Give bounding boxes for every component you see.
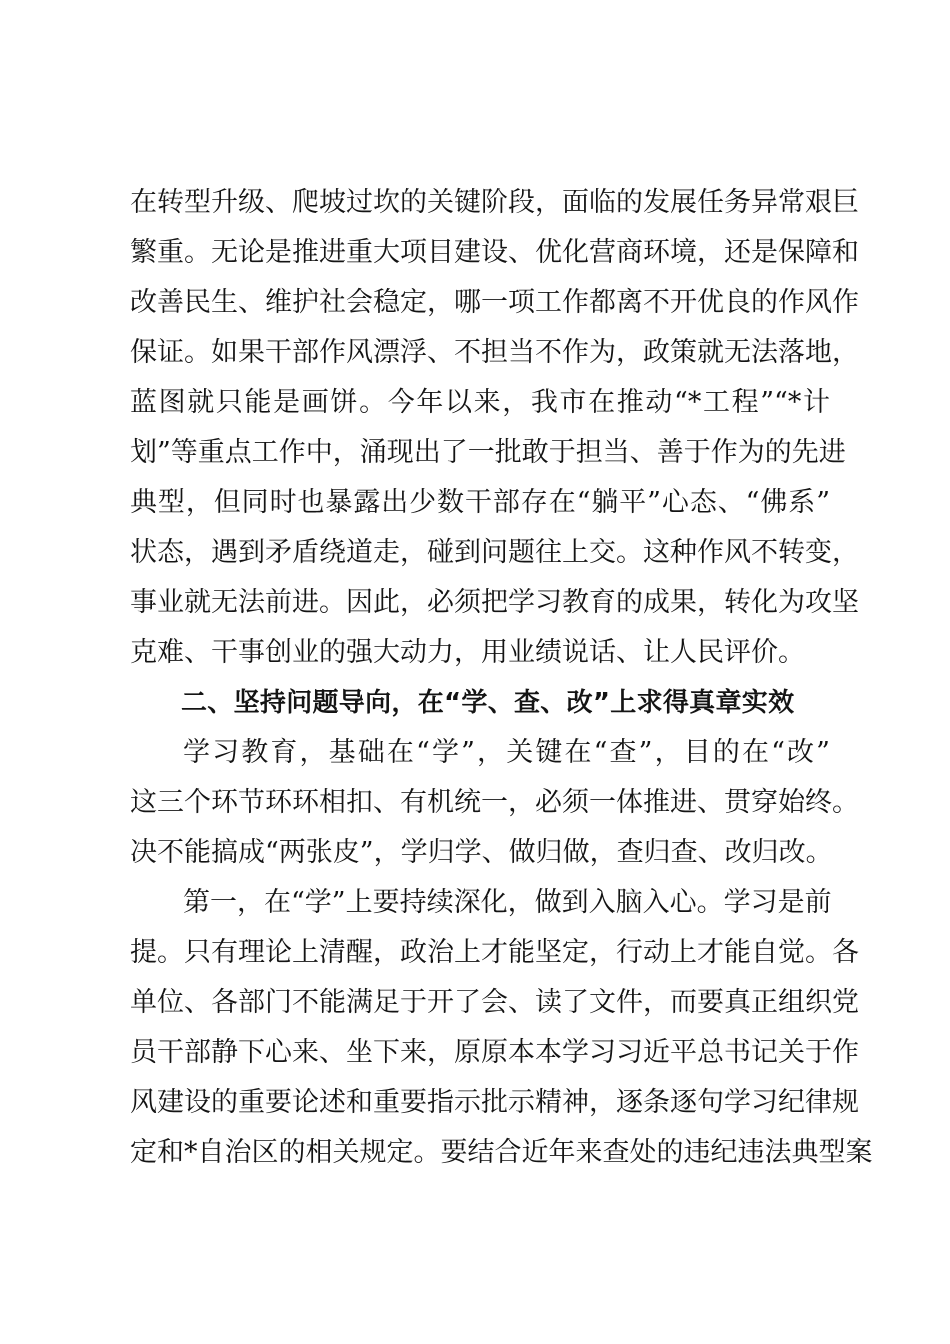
paragraph-line: 决不能搞成“两张皮”，学归学、做归做，查归查、改归改。	[130, 837, 833, 868]
paragraph-line: 改善民生、维护社会稳定，哪一项工作都离不开优良的作风作	[130, 287, 859, 318]
paragraph-line: 提。只有理论上清醒，政治上才能坚定，行动上才能自觉。各	[130, 937, 859, 968]
paragraph-line: 第一，在“学”上要持续深化，做到入脑入心。学习是前	[183, 887, 832, 918]
paragraph-line: 蓝图就只能是画饼。今年以来，我市在推动“*工程”“*计	[130, 387, 830, 418]
paragraph-line: 克难、干事创业的强大动力，用业绩说话、让人民评价。	[130, 637, 805, 668]
paragraph-line: 风建设的重要论述和重要指示批示精神，逐条逐句学习纪律规	[130, 1087, 859, 1118]
paragraph-line: 繁重。无论是推进重大项目建设、优化营商环境，还是保障和	[130, 237, 859, 268]
paragraph-line: 典型，但同时也暴露出少数干部存在“躺平”心态、“佛系”	[130, 487, 830, 518]
paragraph-line: 事业就无法前进。因此，必须把学习教育的成果，转化为攻坚	[130, 587, 859, 618]
paragraph-line: 学习教育，基础在“学”，关键在“查”，目的在“改”	[183, 737, 830, 768]
paragraph-line: 这三个环节环环相扣、有机统一，必须一体推进、贯穿始终。	[130, 787, 859, 818]
paragraph-line: 状态，遇到矛盾绕道走，碰到问题往上交。这种作风不转变，	[130, 537, 859, 568]
paragraph-line: 划”等重点工作中，涌现出了一批敢于担当、善于作为的先进	[130, 437, 846, 468]
paragraph-line: 单位、各部门不能满足于开了会、读了文件，而要真正组织党	[130, 987, 859, 1018]
paragraph-line: 员干部静下心来、坐下来，原原本本学习习近平总书记关于作	[130, 1037, 859, 1068]
section-heading: 二、坚持问题导向，在“学、查、改”上求得真章实效	[181, 688, 795, 718]
paragraph-line: 在转型升级、爬坡过坎的关键阶段，面临的发展任务异常艰巨	[130, 187, 859, 218]
paragraph-line: 保证。如果干部作风漂浮、不担当不作为，政策就无法落地，	[130, 337, 859, 368]
paragraph-line: 定和*自治区的相关规定。要结合近年来查处的违纪违法典型案	[130, 1137, 873, 1168]
